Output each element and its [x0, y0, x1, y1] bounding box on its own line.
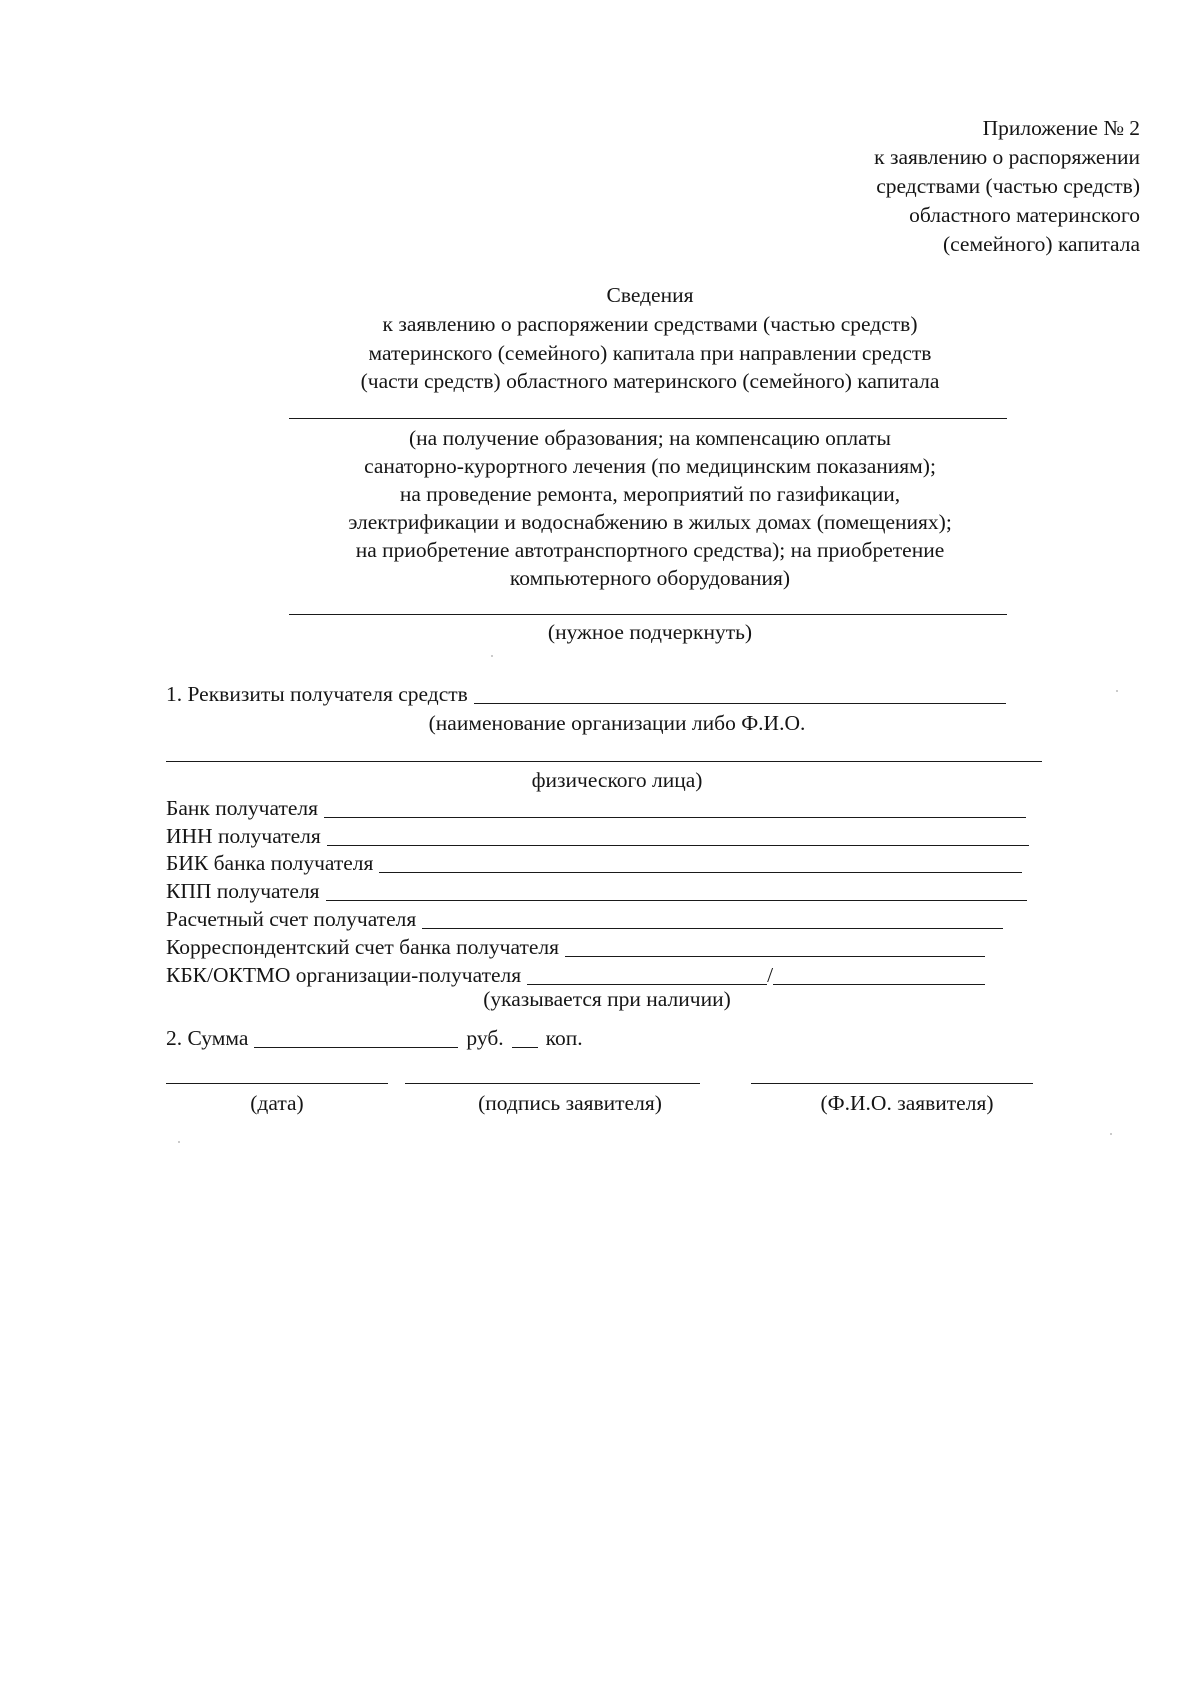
- corr-account-field[interactable]: [565, 955, 985, 957]
- kbk-oktmo-row: [166, 965, 985, 987]
- appendix-line: областного материнского: [909, 203, 1140, 227]
- scan-speck: [178, 1141, 180, 1143]
- date-field[interactable]: [166, 1083, 388, 1084]
- recipient-details-row: [166, 684, 1006, 706]
- date-caption: (дата): [250, 1091, 304, 1115]
- heading-line: к заявлению о распоряжении средствами (частью средств): [382, 312, 918, 336]
- purpose-line: (на получение образования; на компенсацию оплаты: [409, 426, 891, 450]
- rub-label: руб.: [466, 1026, 504, 1050]
- heading-line: материнского (семейного) капитала при направлении средств: [368, 341, 932, 365]
- bik-label: БИК банка получателя: [166, 851, 374, 875]
- amount-label: 2. Сумма: [166, 1026, 249, 1050]
- purpose-line: компьютерного оборудования): [509, 566, 791, 590]
- scan-speck: [1110, 1133, 1112, 1135]
- inn-label: ИНН получателя: [166, 824, 321, 848]
- appendix-line: средствами (частью средств): [876, 174, 1140, 198]
- recipient-name-continuation-field[interactable]: [166, 761, 1042, 762]
- scan-speck: [491, 655, 493, 657]
- bank-row: [166, 798, 1026, 820]
- kbk-oktmo-label: КБК/ОКТМО организации-получателя: [166, 963, 522, 987]
- scan-speck: [1116, 690, 1118, 692]
- recipient-details-label: 1. Реквизиты получателя средств: [166, 682, 468, 706]
- signature-caption: (подпись заявителя): [478, 1091, 662, 1115]
- document-title: Сведения: [606, 283, 694, 307]
- underline-note: (нужное подчеркнуть): [547, 620, 753, 644]
- kpp-label: КПП получателя: [166, 879, 320, 903]
- kbk-hint: (указывается при наличии): [483, 987, 731, 1011]
- oktmo-field[interactable]: [773, 983, 985, 985]
- purpose-top-rule: [289, 418, 1007, 419]
- account-field[interactable]: [422, 927, 1003, 929]
- purpose-line: на приобретение автотранспортного средства); на приобретение: [355, 538, 945, 562]
- amount-row: [166, 1028, 583, 1050]
- amount-kop-field[interactable]: [512, 1046, 538, 1048]
- inn-field[interactable]: [327, 844, 1029, 846]
- inn-row: [166, 826, 1029, 848]
- appendix-line: (семейного) капитала: [942, 232, 1140, 256]
- corr-account-row: [166, 937, 985, 959]
- heading-line: (части средств) областного материнского (семейного) капитала: [360, 369, 940, 393]
- kpp-field[interactable]: [326, 899, 1027, 901]
- appendix-number: Приложение № 2: [982, 116, 1140, 140]
- recipient-hint: физического лица): [531, 768, 703, 792]
- purpose-bottom-rule: [289, 614, 1007, 615]
- kpp-row: [166, 881, 1027, 903]
- recipient-hint: (наименование организации либо Ф.И.О.: [428, 711, 806, 735]
- appendix-line: к заявлению о распоряжении: [874, 145, 1140, 169]
- signature-field[interactable]: [405, 1083, 700, 1084]
- purpose-line: электрификации и водоснабжению в жилых домах (помещениях);: [348, 510, 952, 534]
- kop-label: коп.: [545, 1026, 583, 1050]
- purpose-line: санаторно-курортного лечения (по медицинским показаниям);: [364, 454, 936, 478]
- kbk-field[interactable]: [527, 983, 767, 985]
- account-row: [166, 909, 1003, 931]
- applicant-name-field[interactable]: [751, 1083, 1033, 1084]
- applicant-name-caption: (Ф.И.О. заявителя): [820, 1091, 994, 1115]
- amount-rub-field[interactable]: [254, 1046, 458, 1048]
- bik-row: [166, 853, 1022, 875]
- kbk-separator: /: [767, 963, 774, 987]
- bik-field[interactable]: [379, 871, 1022, 873]
- purpose-line: на проведение ремонта, мероприятий по газификации,: [399, 482, 901, 506]
- account-label: Расчетный счет получателя: [166, 907, 417, 931]
- bank-field[interactable]: [324, 816, 1026, 818]
- corr-account-label: Корреспондентский счет банка получателя: [166, 935, 559, 959]
- bank-label: Банк получателя: [166, 796, 319, 820]
- recipient-name-field[interactable]: [474, 702, 1006, 704]
